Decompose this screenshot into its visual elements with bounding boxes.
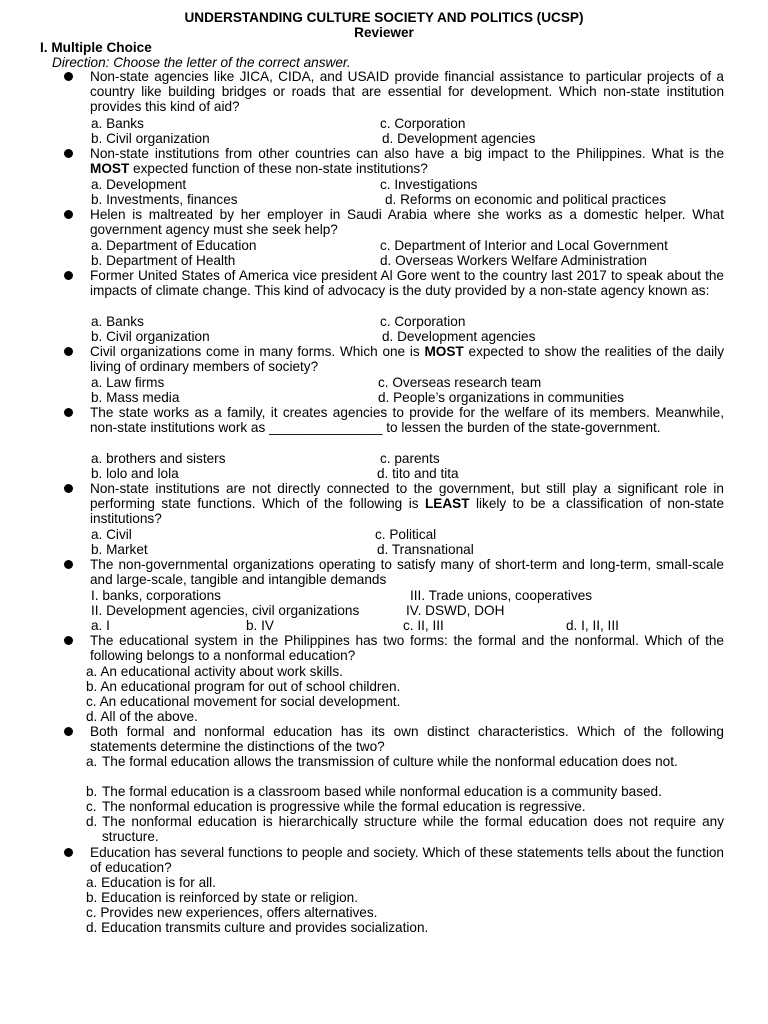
q4-option-c: c. Corporation [380, 314, 466, 329]
q4-option-d: d. Development agencies [382, 329, 536, 344]
question-5-text: Civil organizations come in many forms. Which one is MOST expected to show the realities of the daily living of ordinary members of society? [90, 344, 724, 375]
question-3-text: Helen is maltreated by her employer in Saudi Arabia where she works as a domestic helper. What government agency must she seek help? [90, 207, 724, 238]
direction-text: Direction: Choose the letter of the correct answer. [52, 55, 351, 70]
q4-option-b: b. Civil organization [91, 329, 210, 344]
q2-option-b: b. Investments, finances [91, 192, 238, 207]
question-10-text: Both formal and nonformal education has its own distinct characteristics. Which of the following statements determine the distinctions of the two? [90, 724, 724, 755]
bullet-icon [64, 727, 73, 736]
q10-option-b-label: b. [86, 784, 98, 799]
bullet-icon [64, 72, 73, 81]
q8-item-ii: II. Development agencies, civil organizations [91, 603, 360, 618]
q8-option-c: c. II, III [403, 618, 444, 633]
q10-option-c-text: The nonformal education is progressive while the formal education is regressive. [102, 799, 586, 814]
document-title: UNDERSTANDING CULTURE SOCIETY AND POLITICS (UCSP) [184, 10, 584, 25]
q10-option-b-text: The formal education is a classroom based while nonformal education is a community based. [102, 784, 662, 799]
q9-option-c: c. An educational movement for social development. [86, 694, 401, 709]
q10-option-c-label: c. [86, 799, 97, 814]
bullet-icon [64, 149, 73, 158]
question-8-text: The non-governmental organizations operating to satisfy many of short-term and long-term, small-scale and large-scale, tangible and intangible demands [90, 557, 724, 588]
q7-option-a: a. Civil [91, 527, 132, 542]
q9-option-b: b. An educational program for out of school children. [86, 679, 401, 694]
bullet-icon [64, 560, 73, 569]
question-4-text: Former United States of America vice president Al Gore went to the country last 2017 to speak about the impacts of climate change. This kind of advocacy is the duty provided by a non-state agency known as: [90, 268, 724, 299]
q5-option-d: d. People’s organizations in communities [378, 390, 625, 405]
bullet-icon [64, 210, 73, 219]
q3-option-c: c. Department of Interior and Local Government [380, 238, 668, 253]
q3-option-d: d. Overseas Workers Welfare Administration [380, 253, 647, 268]
q8-option-a: a. I [91, 618, 110, 633]
q10-option-d [86, 814, 724, 844]
q9-option-d: d. All of the above. [86, 709, 198, 724]
q5-option-b: b. Mass media [91, 390, 180, 405]
q7-option-d: d. Transnational [377, 542, 474, 557]
q10-option-b [86, 784, 724, 799]
q1-option-b: b. Civil organization [91, 131, 210, 146]
q10-option-d-label: d. [86, 814, 98, 829]
q10-option-d-text: The nonformal education is hierarchically structure while the formal education does not require any structure. [102, 814, 724, 845]
q1-option-c: c. Corporation [380, 116, 466, 131]
question-2-text: Non-state institutions from other countries can also have a big impact to the Philippines. What is the MOST expected function of these non-state institutions? [90, 146, 724, 177]
q6-option-c: c. parents [380, 451, 440, 466]
q8-option-b: b. IV [246, 618, 274, 633]
q4-option-a: a. Banks [91, 314, 144, 329]
q7-option-c: c. Political [375, 527, 437, 542]
q5-option-c: c. Overseas research team [378, 375, 542, 390]
q7-option-b: b. Market [91, 542, 148, 557]
q6-option-b: b. lolo and lola [91, 466, 179, 481]
bullet-icon [64, 408, 73, 417]
q8-option-d: d. I, II, III [566, 618, 619, 633]
question-9-text: The educational system in the Philippines has two forms: the formal and the nonformal. Which of the following belongs to a nonformal education? [90, 633, 724, 664]
q2-option-c: c. Investigations [380, 177, 478, 192]
question-6-text: The state works as a family, it creates agencies to provide for the welfare of its members. Meanwhile, non-state institutions work as _______________ to lessen the burden of the state-government. [90, 405, 724, 436]
question-11-text: Education has several functions to people and society. Which of these statements tells about the function of education? [90, 845, 724, 876]
q3-option-a: a. Department of Education [91, 238, 257, 253]
q11-option-c: c. Provides new experiences, offers alternatives. [86, 905, 378, 920]
q8-item-iii: III. Trade unions, cooperatives [410, 588, 593, 603]
q10-option-a-text: The formal education allows the transmission of culture while the nonformal education does not. [102, 754, 678, 769]
question-7-text: Non-state institutions are not directly connected to the government, but still play a significant role in performing state functions. Which of the following is LEAST likely to be a classification of non-state institutions? [90, 481, 725, 527]
bullet-icon [64, 636, 73, 645]
q3-option-b: b. Department of Health [91, 253, 236, 268]
bullet-icon [64, 347, 73, 356]
question-1-text: Non-state agencies like JICA, CIDA, and USAID provide financial assistance to particular projects of a country like building bridges or roads that are essential for development. Which non-state institution provides this kind of aid? [90, 69, 724, 115]
q10-option-a [86, 754, 724, 769]
q2-option-a: a. Development [91, 177, 187, 192]
section-heading: I. Multiple Choice [40, 40, 152, 55]
q2-option-d: d. Reforms on economic and political practices [385, 192, 667, 207]
q1-option-a: a. Banks [91, 116, 144, 131]
q6-option-d: d. tito and tita [377, 466, 459, 481]
bullet-icon [64, 848, 73, 857]
q10-option-a-label: a. [86, 754, 98, 769]
q11-option-a: a. Education is for all. [86, 875, 216, 890]
document-subtitle: Reviewer [354, 25, 414, 40]
q5-option-a: a. Law firms [91, 375, 165, 390]
q10-option-c [86, 799, 724, 814]
q6-option-a: a. brothers and sisters [91, 451, 226, 466]
q9-option-a: a. An educational activity about work skills. [86, 664, 343, 679]
q11-option-d: d. Education transmits culture and provides socialization. [86, 920, 429, 935]
q8-item-iv: IV. DSWD, DOH [406, 603, 505, 618]
q8-item-i: I. banks, corporations [91, 588, 221, 603]
bullet-icon [64, 271, 73, 280]
q1-option-d: d. Development agencies [382, 131, 536, 146]
bullet-icon [64, 484, 73, 493]
q11-option-b: b. Education is reinforced by state or religion. [86, 890, 359, 905]
